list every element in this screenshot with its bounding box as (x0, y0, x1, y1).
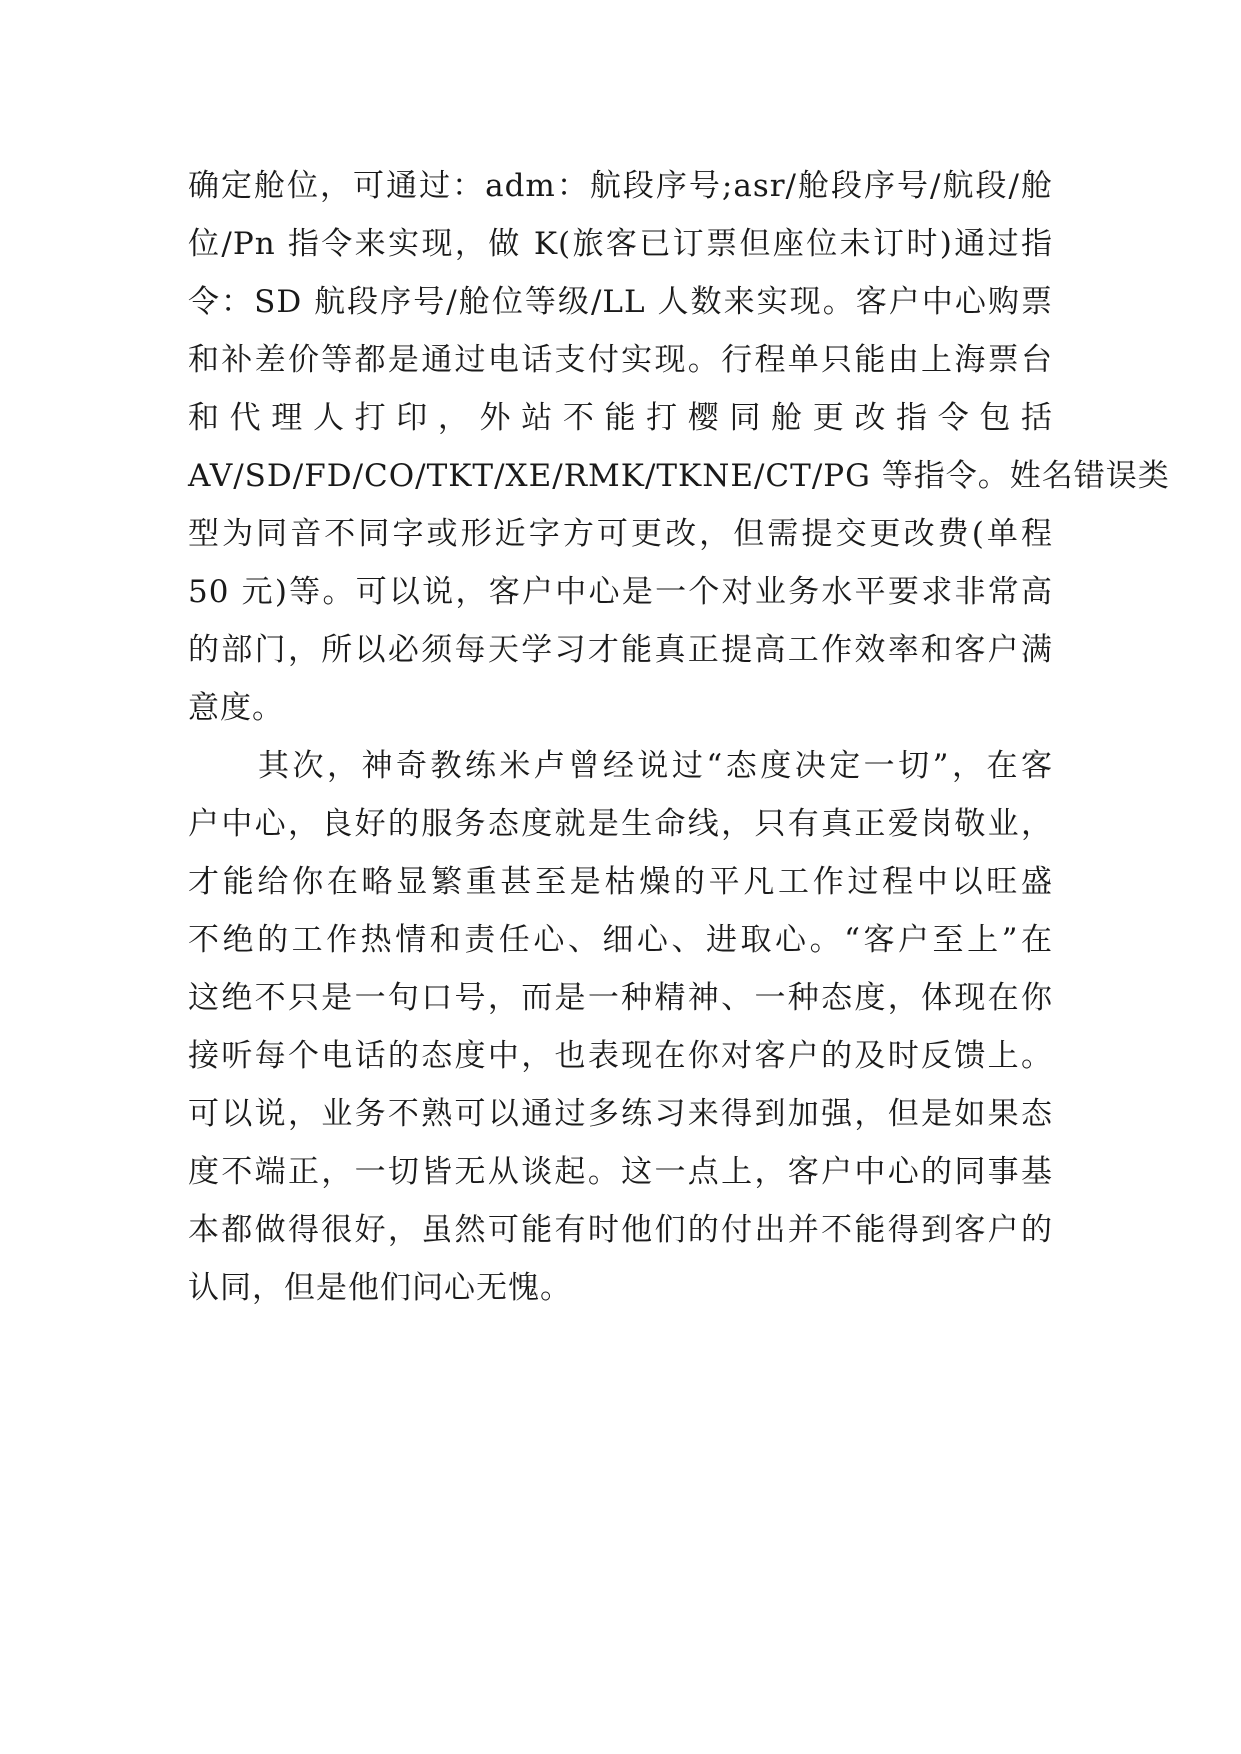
text-line: 本都做得很好，虽然可能有时他们的付出并不能得到客户的 (188, 1212, 1053, 1248)
paragraph-1 (188, 157, 1170, 737)
text-line: 确定舱位，可通过：adm：航段序号;asr/舱段序号/航段/舱 (188, 168, 1053, 204)
text-line: 度不端正，一切皆无从谈起。这一点上，客户中心的同事基 (188, 1154, 1053, 1190)
text-line: 50 元)等。可以说，客户中心是一个对业务水平要求非常高 (188, 574, 1053, 610)
text-line: 和代理人打印，外站不能打樱同舱更改指令包括 (188, 400, 1053, 436)
text-line: 认同，但是他们问心无愧。 (188, 1270, 572, 1306)
paragraph-2 (188, 737, 1053, 1317)
text-line: 的部门，所以必须每天学习才能真正提高工作效率和客户满 (188, 632, 1053, 668)
text-line: AV/SD/FD/CO/TKT/XE/RMK/TKNE/CT/PG 等指令。姓名错误类 (188, 458, 1170, 494)
body-text (188, 157, 1170, 1317)
text-line: 其次，神奇教练米卢曾经说过“态度决定一切”，在客 (258, 748, 1053, 784)
text-line: 这绝不只是一句口号，而是一种精神、一种态度，体现在你 (188, 980, 1053, 1016)
text-line: 才能给你在略显繁重甚至是枯燥的平凡工作过程中以旺盛 (188, 864, 1053, 900)
text-line: 和补差价等都是通过电话支付实现。行程单只能由上海票台 (188, 342, 1053, 378)
text-line: 位/Pn 指令来实现，做 K(旅客已订票但座位未订时)通过指 (188, 226, 1053, 262)
text-line: 意度。 (188, 690, 284, 726)
text-line: 户中心，良好的服务态度就是生命线，只有真正爱岗敬业， (188, 806, 1053, 842)
text-line: 可以说，业务不熟可以通过多练习来得到加强，但是如果态 (188, 1096, 1053, 1132)
text-line: 不绝的工作热情和责任心、细心、进取心。“客户至上”在 (188, 922, 1053, 958)
text-line: 接听每个电话的态度中，也表现在你对客户的及时反馈上。 (188, 1038, 1053, 1074)
text-line: 令：SD 航段序号/舱位等级/LL 人数来实现。客户中心购票 (188, 284, 1053, 320)
text-line: 型为同音不同字或形近字方可更改，但需提交更改费(单程 (188, 516, 1053, 552)
